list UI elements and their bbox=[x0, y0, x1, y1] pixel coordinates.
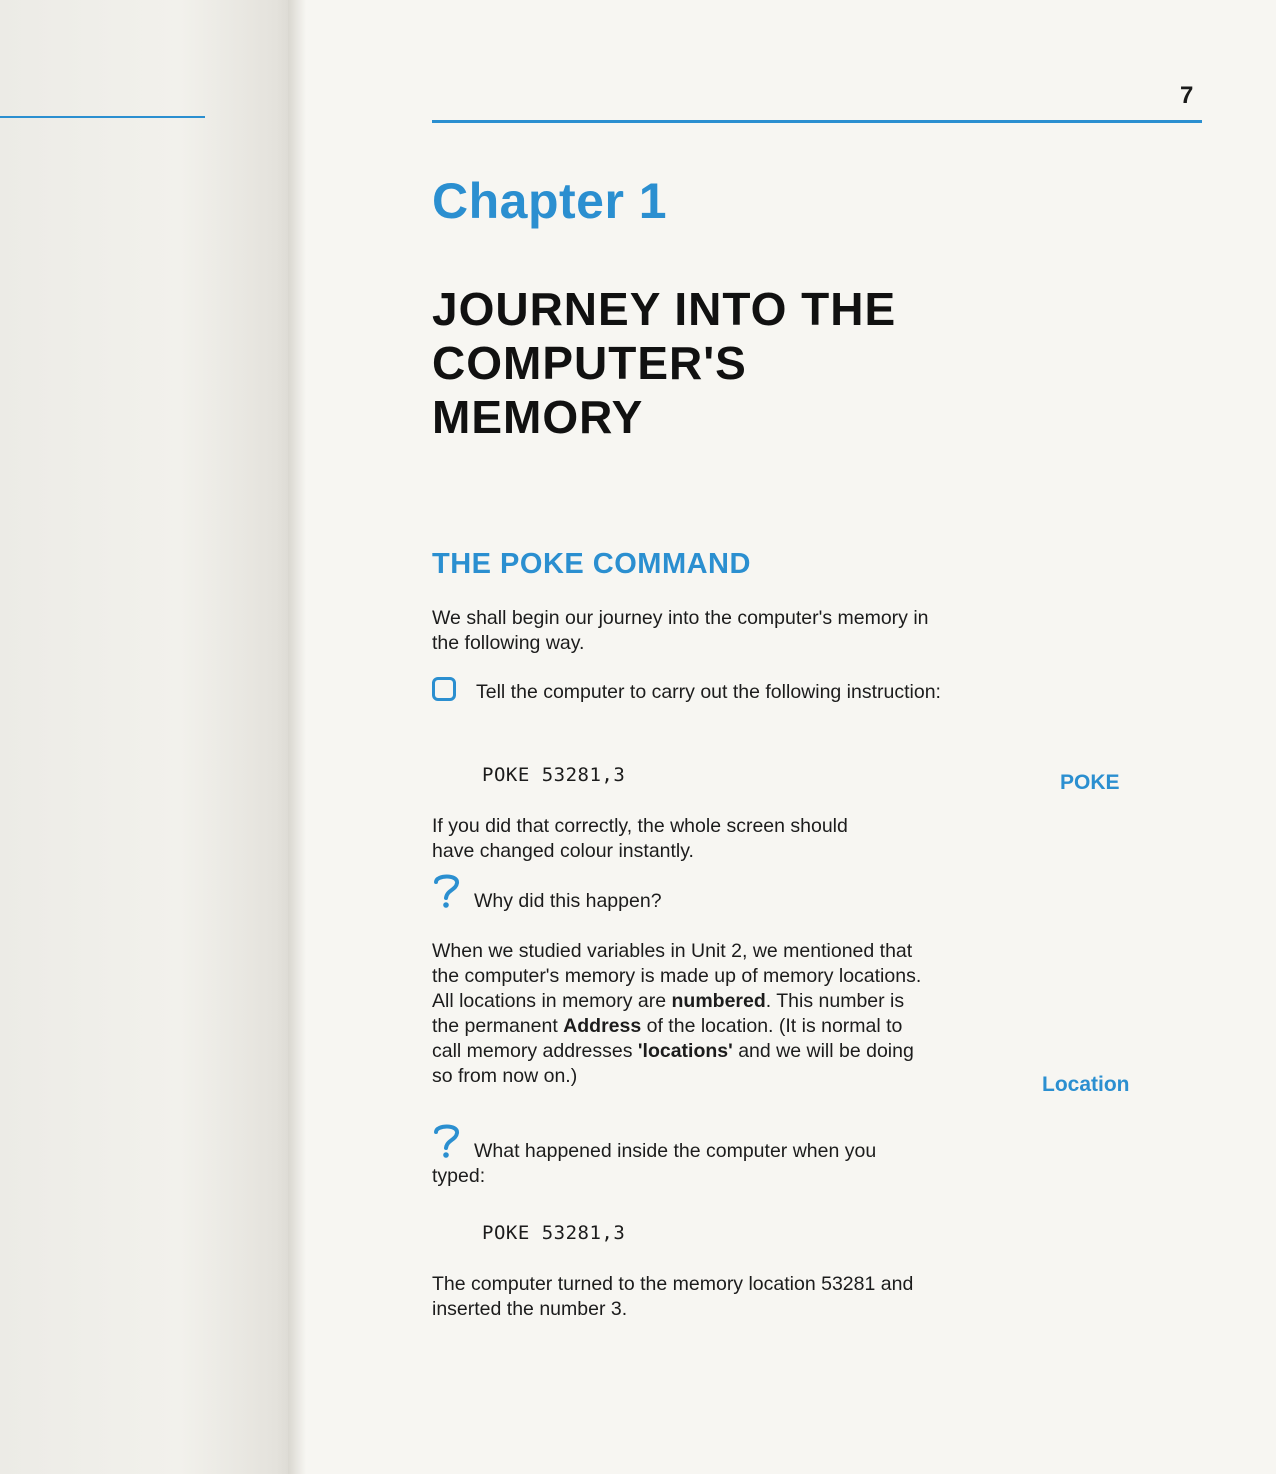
explanation-bold-address: Address bbox=[563, 1015, 642, 1037]
chapter-label: Chapter 1 bbox=[432, 173, 668, 229]
question-2: What happened inside the computer when you typed: bbox=[432, 1140, 877, 1187]
instruction-paragraph: Tell the computer to carry out the following instruction: bbox=[476, 681, 941, 703]
page-number: 7 bbox=[1180, 82, 1194, 109]
left-facing-page bbox=[0, 0, 300, 1474]
explanation-bold-locations: 'locations' bbox=[637, 1040, 733, 1062]
margin-note-poke: POKE bbox=[1060, 771, 1120, 794]
chapter-title: JOURNEY INTO THE COMPUTER'S MEMORY bbox=[432, 283, 897, 443]
margin-note-location: Location bbox=[1042, 1073, 1130, 1096]
question-1: Why did this happen? bbox=[474, 890, 662, 912]
section-heading: THE POKE COMMAND bbox=[432, 548, 751, 580]
explanation-bold-numbered: numbered bbox=[671, 990, 766, 1012]
question-mark-icon bbox=[430, 872, 464, 910]
explanation-text-2: . This number is the permanent bbox=[432, 990, 905, 1037]
explanation-text-3: of the location. (It is normal to call memory addresses bbox=[432, 1015, 903, 1062]
explanation-text-4: and we will be doing so from now on.) bbox=[432, 1040, 914, 1087]
intro-paragraph: We shall begin our journey into the computer's memory in the following way. bbox=[432, 607, 929, 654]
answer-paragraph: The computer turned to the memory location 53281 and inserted the number 3. bbox=[432, 1273, 914, 1320]
code-line-2: POKE 53281,3 bbox=[482, 1222, 626, 1244]
code-line-1: POKE 53281,3 bbox=[482, 764, 626, 786]
header-rule bbox=[432, 120, 1202, 123]
result-paragraph: If you did that correctly, the whole screen should have changed colour instantly. bbox=[432, 815, 848, 862]
explanation-text-1: When we studied variables in Unit 2, we mentioned that the computer's memory is made up of memory locations. All locations in memory are bbox=[432, 940, 922, 1012]
explanation-paragraph bbox=[432, 939, 922, 1089]
left-page-rule bbox=[0, 116, 205, 118]
